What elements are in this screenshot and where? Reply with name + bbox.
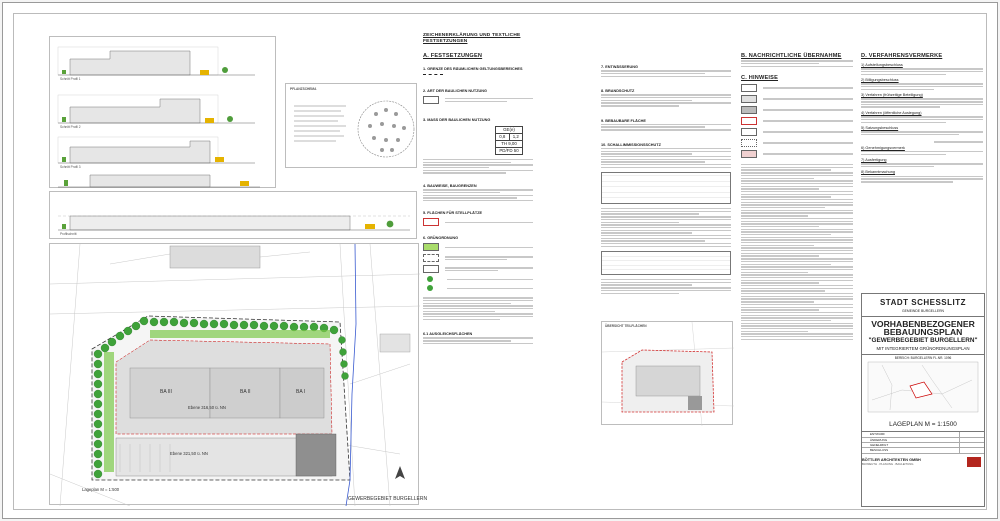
tree-symbol-row (423, 276, 533, 282)
d-item-4: 4) Verfahren (öffentliche Auslegung) (861, 110, 922, 115)
emission-table (601, 172, 731, 204)
revision-label: GENEHMIGT (870, 443, 889, 448)
planting-scheme-panel (285, 83, 417, 168)
a-item-6: 6. GRÜNORDNUNG (423, 236, 459, 241)
architect-name: BÖTTLER ARCHITEKTEN GMBH (862, 457, 921, 462)
section-label-3: Schnitt Profil 3 (60, 165, 81, 169)
nutzung-gfz: 1,2 (512, 134, 519, 139)
emission-table-2 (601, 251, 731, 275)
site-plan-panel (49, 243, 428, 505)
title-line-1: VORHABENBEZOGENER (871, 319, 975, 329)
revision-row (862, 448, 984, 453)
section-drawings (50, 37, 277, 189)
title-scale: LAGEPLAN M = 1:1500 (889, 421, 957, 429)
nutzungsschablone (495, 126, 523, 155)
overview-plan-panel (601, 321, 733, 425)
revision-label: BESCHLUSS (870, 448, 889, 453)
col2-item-8: 8. BRANDSCHUTZ (601, 89, 635, 94)
ba-label-1: BA I (296, 389, 306, 395)
title-detail: BEREICH: BURGELLERN FL.NR. 1096 (894, 356, 952, 361)
legend-title: ZEICHENERKLÄRUNG UND TEXTLICHE FESTSETZUNGEN (423, 33, 521, 44)
a-item-2: 2. ART DER BAULICHEN NUTZUNG (423, 89, 487, 93)
ba-label-2: BA II (240, 389, 251, 395)
nutzung-ge: GE(e) (496, 127, 522, 134)
section-b-title: B. NACHRICHTLICHE ÜBERNAHME (741, 53, 842, 59)
long-section-label: Profilschnitt (60, 232, 77, 236)
nutzung-roof: PD/FD 50 (499, 148, 519, 153)
section-panel-1 (49, 36, 276, 188)
site-name-label: GEWERBEGEBIET BURGELLERN (348, 496, 428, 502)
d-item-1: 1) Aufstellungsbeschluss (861, 63, 903, 67)
revision-table (862, 432, 984, 454)
section-d-title: D. VERFAHRENSVERMERKE (861, 53, 943, 59)
section-a-title: A. FESTSETZUNGEN (423, 53, 483, 59)
ge-symbol-row (423, 96, 533, 104)
overview-drawing (602, 322, 734, 426)
nutzung-height: TH 9,00 (496, 141, 522, 148)
boundary-symbol (423, 74, 443, 77)
nutzung-grz: 0,8 (496, 134, 510, 140)
title-line-4: MIT INTEGRIERTEM GRÜNORDNUNGSPLAN (876, 346, 970, 352)
architect-logo (967, 457, 981, 467)
revision-label: ENTWURF (870, 432, 885, 437)
overview-title: ÜBERSICHT TEILFLÄCHEN (605, 324, 647, 328)
revision-label: ÄNDERUNG (870, 437, 888, 442)
section-label-1: Schnitt Profil 1 (60, 77, 81, 81)
a-item-3: 3. MASS DER BAULICHEN NUTZUNG (423, 118, 491, 122)
title-line-2: BEBAUUNGSPLAN (883, 327, 963, 338)
long-section-panel (49, 191, 417, 239)
a-item-7: 6.1 AUSGLEICHSFLÄCHEN (423, 332, 473, 337)
planting-scheme-drawing (286, 84, 418, 169)
column-b-c (741, 53, 853, 341)
a-item-5: 5. FLÄCHEN FÜR STELLPLÄTZE (423, 211, 483, 216)
section-c-title: C. HINWEISE (741, 75, 779, 82)
col2-item-7: 7. ENTWÄSSERUNG (601, 65, 638, 69)
title-block (861, 293, 985, 507)
a-item-4: 4. BAUWEISE, BAUGRENZEN (423, 183, 477, 188)
long-section-drawing (50, 192, 418, 240)
d-item-3: 3) Verfahren (frühzeitige Beteiligung) (861, 93, 923, 98)
green-symbol-row (423, 243, 533, 251)
d-item-2: 2) Billigungsbeschluss (861, 78, 899, 83)
col2-item-10: 10. SCHALLIMMISSIONSSCHUTZ (601, 142, 661, 147)
legend-column (423, 33, 533, 346)
title-overview-map (862, 360, 984, 416)
title-subtitle-small: GEMEINDE BURGELLERN (901, 309, 944, 313)
column-d (861, 53, 983, 184)
column-2 (601, 65, 731, 295)
section-label-2: Schnitt Profil 2 (60, 125, 81, 129)
ebene-label-1: Ebene 316,50 ü. NN (188, 405, 226, 410)
plan-sheet (2, 2, 998, 519)
planting-scheme-title: PFLANZSCHEMA (290, 87, 317, 91)
title-line-3: "GEWERBEGEBIET BURGELLERN" (868, 336, 978, 344)
d-item-6: 6) Genehmigungsvermerk (861, 145, 905, 150)
col2-item-9: 9. BEBAUBARE FLÄCHE (601, 118, 646, 123)
d-item-5: 5) Satzungsbeschluss (861, 125, 899, 130)
plan-scale-label: Lageplan M = 1:500 (82, 487, 120, 492)
site-plan-drawing (50, 244, 420, 506)
title-city: STADT SCHESSLITZ (879, 298, 967, 307)
d-item-8: 8) Bekanntmachung (861, 170, 895, 175)
ebene-label-2: Ebene 321,50 ü. NN (170, 451, 208, 456)
a-item-1: 1. GRENZE DES RÄUMLICHEN GELTUNGSBEREICHES (423, 67, 523, 71)
d-item-7: 7) Ausfertigung (861, 158, 887, 163)
ba-label-3: BA III (160, 389, 172, 395)
architect-sub: BAYREUTH · PLANUNG · BAULEITUNG (862, 461, 914, 466)
